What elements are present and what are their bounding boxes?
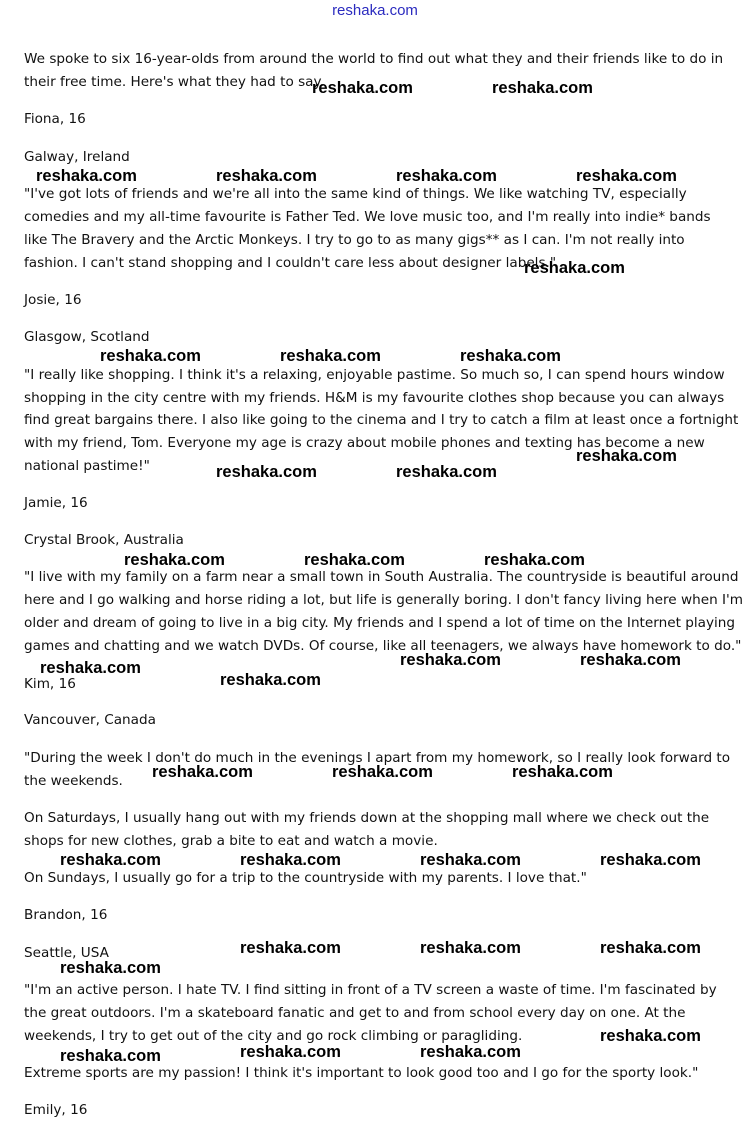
watermark: reshaka.com xyxy=(36,167,137,185)
watermark: reshaka.com xyxy=(216,463,317,481)
watermark: reshaka.com xyxy=(40,659,141,677)
quote-line: "During the week I don't do much in the evenings I apart from my homework, so I really look forward to xyxy=(24,750,731,766)
watermark: reshaka.com xyxy=(576,447,677,465)
site-link[interactable]: reshaka.com xyxy=(332,2,418,19)
watermark: reshaka.com xyxy=(580,651,681,669)
watermark: reshaka.com xyxy=(312,79,413,97)
watermark: reshaka.com xyxy=(216,167,317,185)
person-location: Crystal Brook, Australia xyxy=(24,532,184,548)
watermark: reshaka.com xyxy=(524,259,625,277)
quote-line: On Sundays, I usually go for a trip to the countryside with my parents. I love that." xyxy=(24,870,587,886)
person-name: Jamie, 16 xyxy=(24,495,88,511)
quote-line: comedies and my all-time favourite is Father Ted. We love music too, and I'm really into indie* bands xyxy=(24,209,711,225)
watermark: reshaka.com xyxy=(400,651,501,669)
watermark: reshaka.com xyxy=(240,1043,341,1061)
quote-line: like The Bravery and the Arctic Monkeys. I try to go to as many gigs** as I can. I'm not really into xyxy=(24,232,685,248)
person-name: Emily, 16 xyxy=(24,1102,88,1118)
watermark: reshaka.com xyxy=(576,167,677,185)
watermark: reshaka.com xyxy=(600,1027,701,1045)
watermark: reshaka.com xyxy=(512,763,613,781)
watermark: reshaka.com xyxy=(332,763,433,781)
watermark: reshaka.com xyxy=(60,851,161,869)
watermark: reshaka.com xyxy=(100,347,201,365)
quote-line: find great bargains there. I also like going to the cinema and I try to catch a film at least once a fortnight xyxy=(24,412,739,428)
quote-line: "I've got lots of friends and we're all into the same kind of things. We like watching TV, especially xyxy=(24,186,687,202)
quote-line: weekends, I try to get out of the city and go rock climbing or paragliding. xyxy=(24,1028,523,1044)
watermark: reshaka.com xyxy=(60,959,161,977)
quote-line: the great outdoors. I'm a skateboard fanatic and get to and from school every day on one. At the xyxy=(24,1005,686,1021)
watermark: reshaka.com xyxy=(492,79,593,97)
watermark: reshaka.com xyxy=(600,939,701,957)
quote-line: On Saturdays, I usually hang out with my friends down at the shopping mall where we check out the xyxy=(24,810,710,826)
watermark: reshaka.com xyxy=(240,939,341,957)
quote-line: shops for new clothes, grab a bite to eat and watch a movie. xyxy=(24,833,438,849)
watermark: reshaka.com xyxy=(152,763,253,781)
quote-line: "I live with my family on a farm near a small town in South Australia. The countryside is beautiful around xyxy=(24,569,739,585)
quote-line: fashion. I can't stand shopping and I couldn't care less about designer labels." xyxy=(24,255,557,271)
watermark: reshaka.com xyxy=(420,939,521,957)
watermark: reshaka.com xyxy=(484,551,585,569)
person-location: Vancouver, Canada xyxy=(24,712,156,728)
intro-line: We spoke to six 16-year-olds from around the world to find out what they and their friends like to do in xyxy=(24,51,724,67)
quote-line: "I really like shopping. I think it's a relaxing, enjoyable pastime. So much so, I can spend hours window xyxy=(24,367,725,383)
quote-line: with my friend, Tom. Everyone my age is crazy about mobile phones and texting has become a new xyxy=(24,435,705,451)
person-location: Seattle, USA xyxy=(24,945,109,961)
quote-line: games and chatting and we watch DVDs. Of course, like all teenagers, we always have homework to do." xyxy=(24,638,742,654)
person-name: Fiona, 16 xyxy=(24,111,86,127)
watermark: reshaka.com xyxy=(460,347,561,365)
watermark: reshaka.com xyxy=(396,167,497,185)
person-name: Brandon, 16 xyxy=(24,907,108,923)
person-name: Josie, 16 xyxy=(24,292,82,308)
watermark: reshaka.com xyxy=(60,1047,161,1065)
watermark: reshaka.com xyxy=(600,851,701,869)
person-location: Glasgow, Scotland xyxy=(24,329,150,345)
quote-line: older and dream of going to live in a big city. My friends and I spend a lot of time on the Internet playing xyxy=(24,615,736,631)
quote-line: Extreme sports are my passion! I think it's important to look good too and I go for the sporty look." xyxy=(24,1065,699,1081)
watermark: reshaka.com xyxy=(280,347,381,365)
watermark: reshaka.com xyxy=(220,671,321,689)
watermark: reshaka.com xyxy=(420,851,521,869)
quote-line: national pastime!" xyxy=(24,458,150,474)
person-name: Kim, 16 xyxy=(24,676,76,692)
watermark: reshaka.com xyxy=(240,851,341,869)
watermark: reshaka.com xyxy=(304,551,405,569)
quote-line: "I'm an active person. I hate TV. I find sitting in front of a TV screen a waste of time. I'm fascinated by xyxy=(24,982,717,998)
quote-line: here and I go walking and horse riding a lot, but life is generally boring. I don't fancy living here when I'm xyxy=(24,592,743,608)
watermark: reshaka.com xyxy=(124,551,225,569)
intro-line: their free time. Here's what they had to say. xyxy=(24,74,324,90)
quote-line: the weekends. xyxy=(24,773,123,789)
quote-line: shopping in the city centre with my friends. H&M is my favourite clothes shop because you can always xyxy=(24,390,725,406)
watermark: reshaka.com xyxy=(396,463,497,481)
person-location: Galway, Ireland xyxy=(24,149,130,165)
watermark: reshaka.com xyxy=(420,1043,521,1061)
